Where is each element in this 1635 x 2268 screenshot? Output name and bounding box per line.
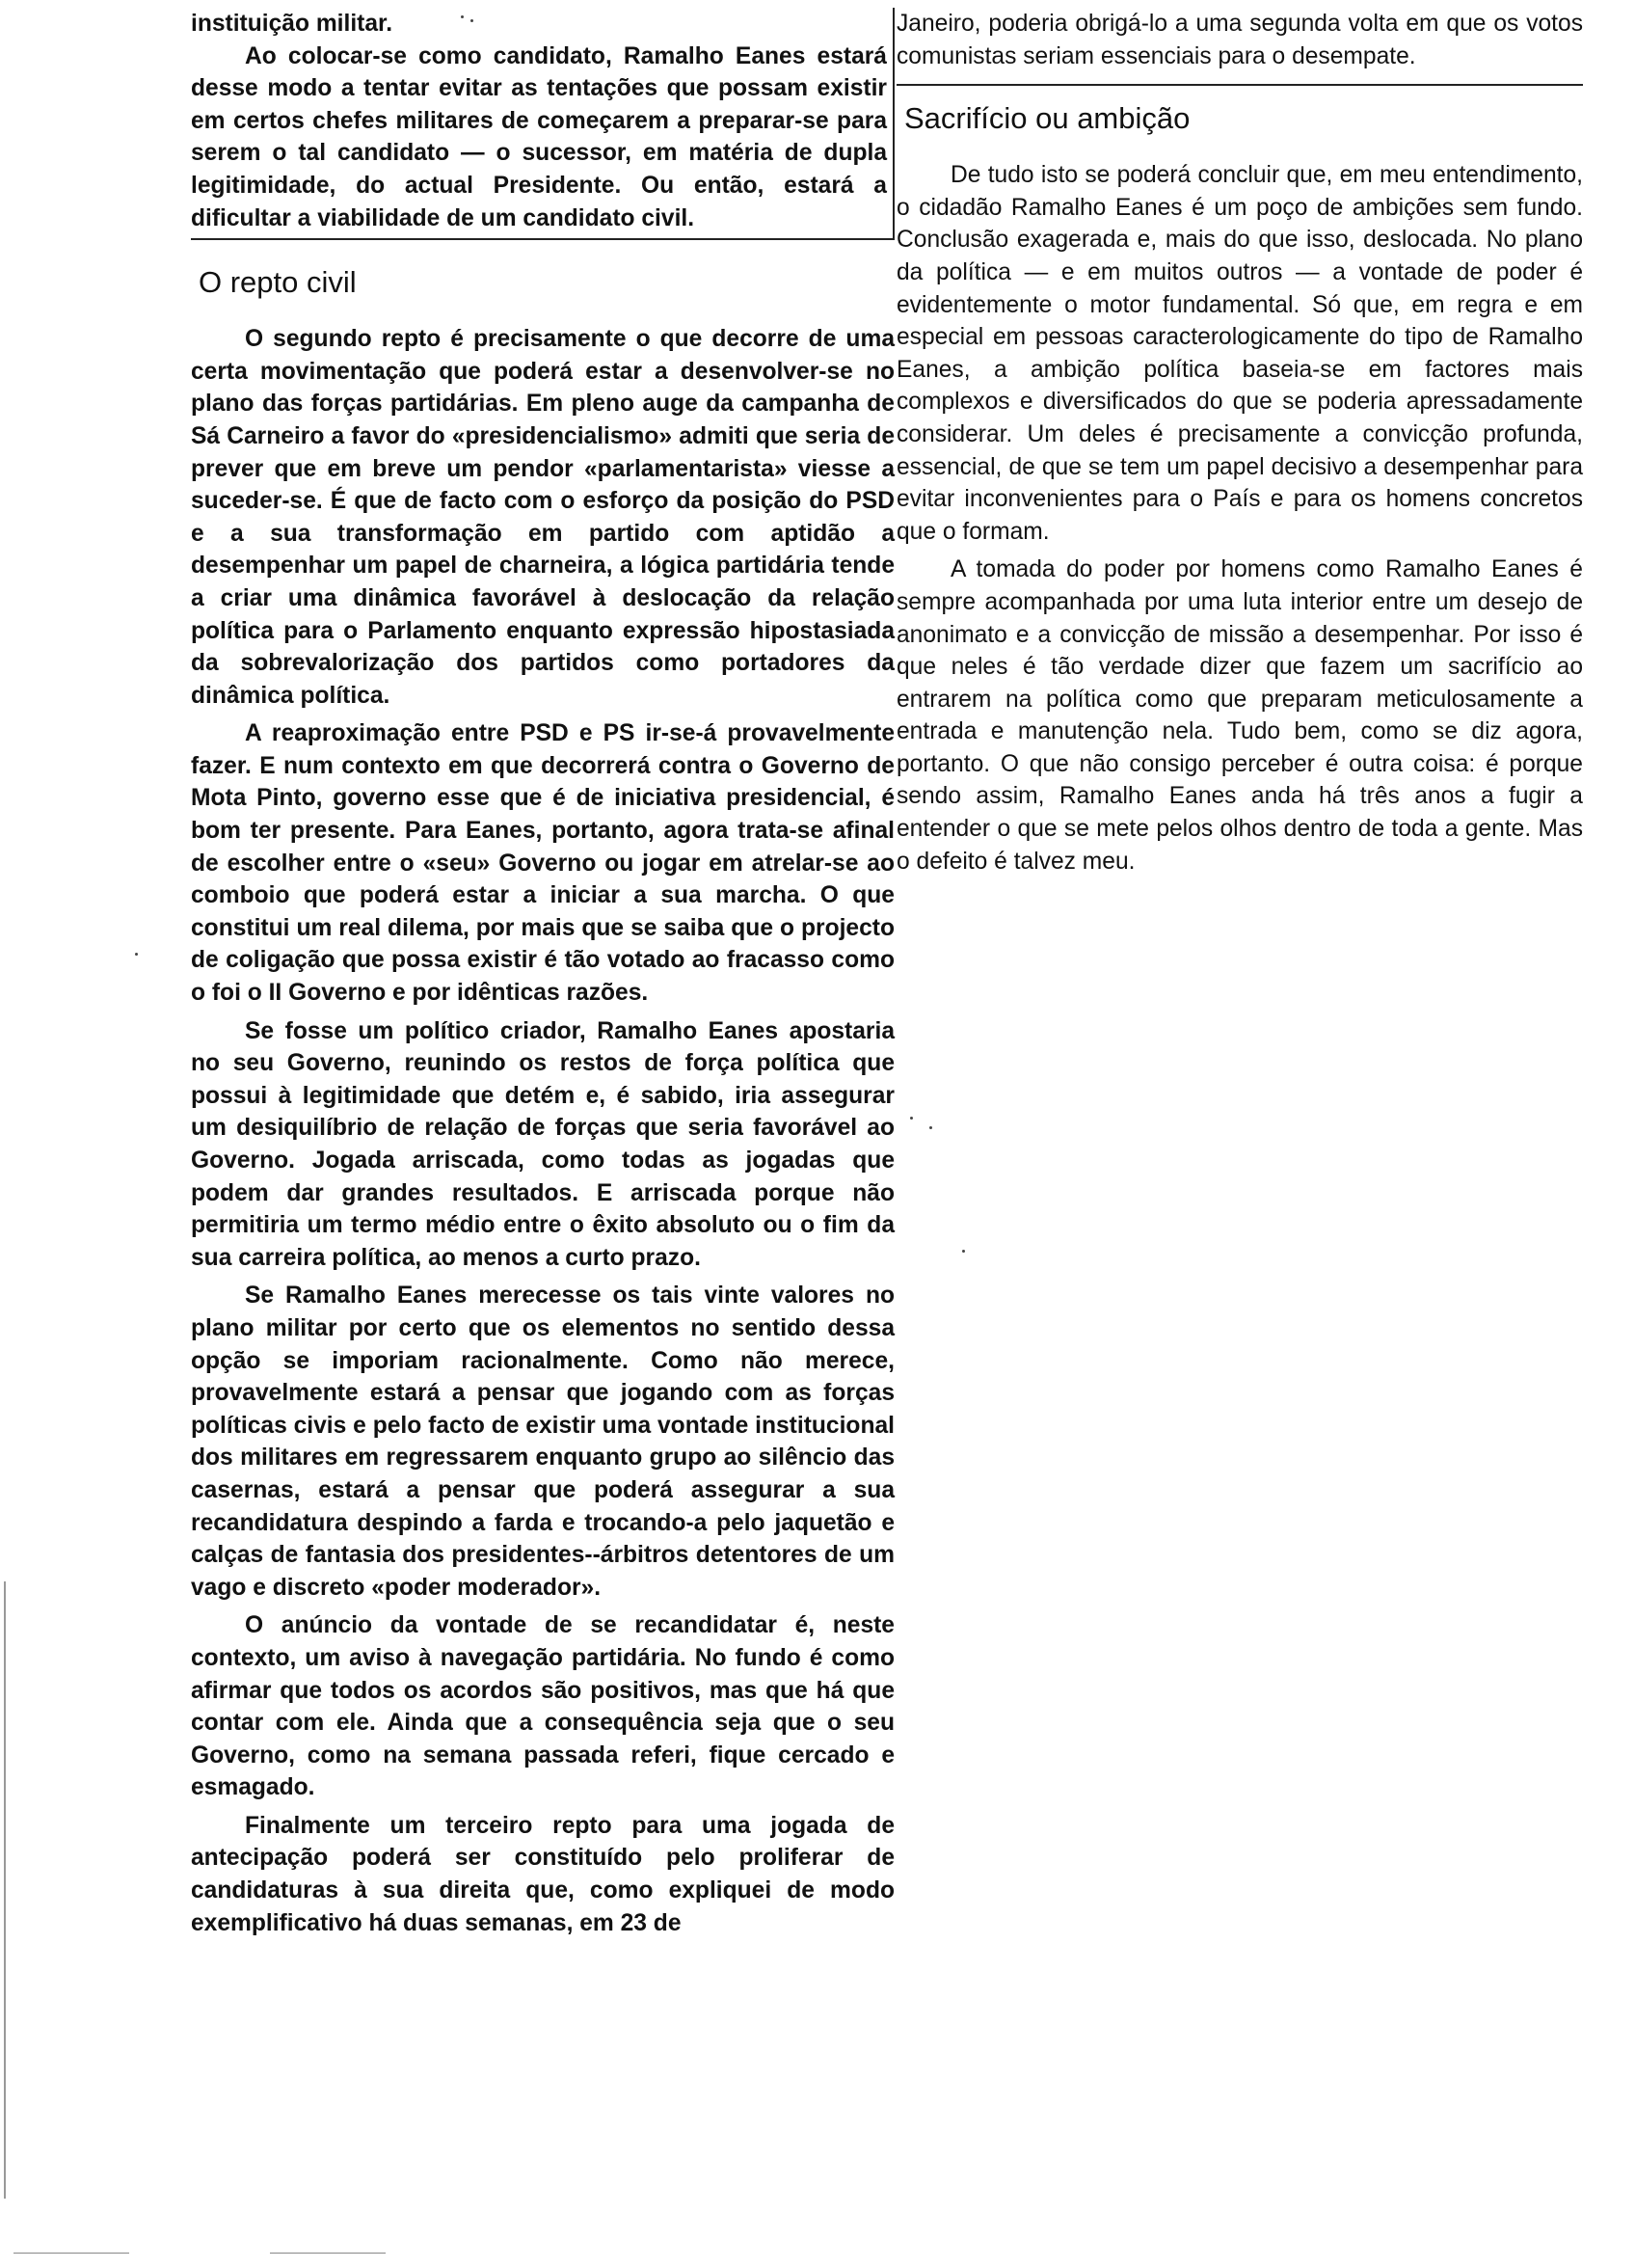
- scan-margin-line: [4, 1581, 6, 2199]
- section-heading-repto-civil: O repto civil: [199, 265, 357, 300]
- scan-speck: [962, 1250, 965, 1253]
- scan-footer-line-middle: [270, 2253, 386, 2254]
- scan-footer-line-left: [13, 2253, 129, 2254]
- right-continuation-text: Janeiro, poderia obrigá-lo a uma segunda volta em que os votos comunistas seriam essenciais para o desempate.: [897, 11, 1583, 69]
- left-paragraph-4: Se Ramalho Eanes merecesse os tais vinte valores no plano militar por certo que os elementos no sentido dessa opção se imporiam racionalmente. Como não merece, provavelmente estará a pensar que jogando com as forças políticas civis e pelo facto de existir uma vontade institucional dos militares em regressarem enquanto grupo ao silêncio das casernas, estará a pensar que poderá assegurar a sua recandidatura despindo a farda e trocando-a pelo jaquetão e calças de fantasia dos presidentes--árbitros detentores de um vago e discreto «poder moderador».: [191, 1282, 895, 1601]
- right-paragraph-2: A tomada do poder por homens como Ramalho Eanes é sempre acompanhada por uma luta interior entre um desejo de anonimato e a convicção de missão a desempenhar. Por isso é que neles é tão verdade dizer que fazem um sacrifício ao entrarem na política como que preparam meticulosamente a entrada e manutenção nela. Tudo bem, como se diz agora, portanto. O que não consigo perceber é outra coisa: é porque sendo assim, Ramalho Eanes anda há três anos a fugir a entender o que se mete pelos olhos dentro de toda a gente. Mas o defeito é talvez meu.: [897, 556, 1583, 875]
- left-paragraph-6: Finalmente um terceiro repto para uma jogada de antecipação poderá ser constituído pelo proliferar de candidaturas à sua direita que, como expliquei de modo exemplificativo há duas semanas, em 23 de: [191, 1812, 895, 1936]
- right-column: [897, 8, 1583, 878]
- box-paragraph: Ao colocar-se como candidato, Ramalho Eanes estará desse modo a tentar evitar as tentações que possam existir em certos chefes militares de começarem a preparar-se para serem o tal candidato — o sucessor, em matéria de dupla legitimidade, do actual Presidente. Ou então, estará a dificultar a viabilidade de um candidato civil.: [191, 42, 887, 231]
- left-paragraph-2: A reaproximação entre PSD e PS ir-se-á provavelmente fazer. E num contexto em que decorrerá contra o Governo de Mota Pinto, governo esse que é de iniciativa presidencial, é bom ter presente. Para Eanes, portanto, agora trata-se afinal de escolher entre o «seu» Governo ou jogar em atrelar-se ao comboio que poderá estar a iniciar a sua marcha. O que constitui um real dilema, por mais que se saiba que o projecto de coligação que possa existir é tão votado ao fracasso como o foi o II Governo e por idênticas razões.: [191, 720, 895, 1007]
- left-paragraph-3: Se fosse um político criador, Ramalho Eanes apostaria no seu Governo, reunindo os restos de força política que possui à legitimidade que detém e, é sabido, iria assegurar um desiquilíbrio de relação de forças que seria favorável ao Governo. Jogada arriscada, como todas as jogadas que podem dar grandes resultados. E arriscada porque não permitiria um termo médio entre o êxito absoluto ou o fim da sua carreira política, ao menos a curto prazo.: [191, 1017, 895, 1271]
- right-paragraph-1: De tudo isto se poderá concluir que, em meu entendimento, o cidadão Ramalho Eanes é um poço de ambições sem fundo. Conclusão exagerada e, mais do que isso, deslocada. No plano da política — e em muitos outros — a vontade de poder é evidentemente o motor fundamental. Só que, em regra e em especial em pessoas caracterologicamente do tipo de Ramalho Eanes, a ambição política baseia-se em factores mais complexos e diversificados do que se poderia apressadamente considerar. Um deles é precisamente a convicção profunda, essencial, de que se tem um papel decisivo a desempenhar para evitar inconvenientes para o País e para os homens concretos que o formam.: [897, 162, 1583, 545]
- left-column: [191, 8, 895, 1939]
- section-heading-sacrificio-ou-ambicao: Sacrifício ou ambição: [904, 101, 1191, 136]
- box-first-line: instituição militar.: [191, 11, 393, 37]
- scan-speck: [135, 953, 138, 956]
- left-paragraph-5: O anúncio da vontade de se recandidatar é, neste contexto, um aviso à navegação partidária. No fundo é como afirmar que todos os acordos são positivos, mas que há que contar com ele. Ainda que a consequência seja que o seu Governo, como na semana passada referi, fique cercado e esmagado.: [191, 1612, 895, 1801]
- section-divider-rule: [897, 84, 1583, 878]
- intro-box: [191, 8, 895, 240]
- scan-speck: [929, 1126, 932, 1129]
- scan-speck: [910, 1117, 913, 1120]
- left-paragraph-1: O segundo repto é precisamente o que decorre de uma certa movimentação que poderá estar a desenvolver-se no plano das forças partidárias. Em pleno auge da campanha de Sá Carneiro a favor do «presidencialismo» admiti que seria de prever que em breve um pendor «parlamentarista» viesse a suceder-se. É que de facto com o esforço da posição do PSD e a sua transformação em partido com aptidão a desempenhar um papel de charneira, a lógica partidária tende a criar uma dinâmica favorável à deslocação da relação política para o Parlamento enquanto expressão hipostasiada da sobrevalorização dos partidos como portadores da dinâmica política.: [191, 326, 895, 709]
